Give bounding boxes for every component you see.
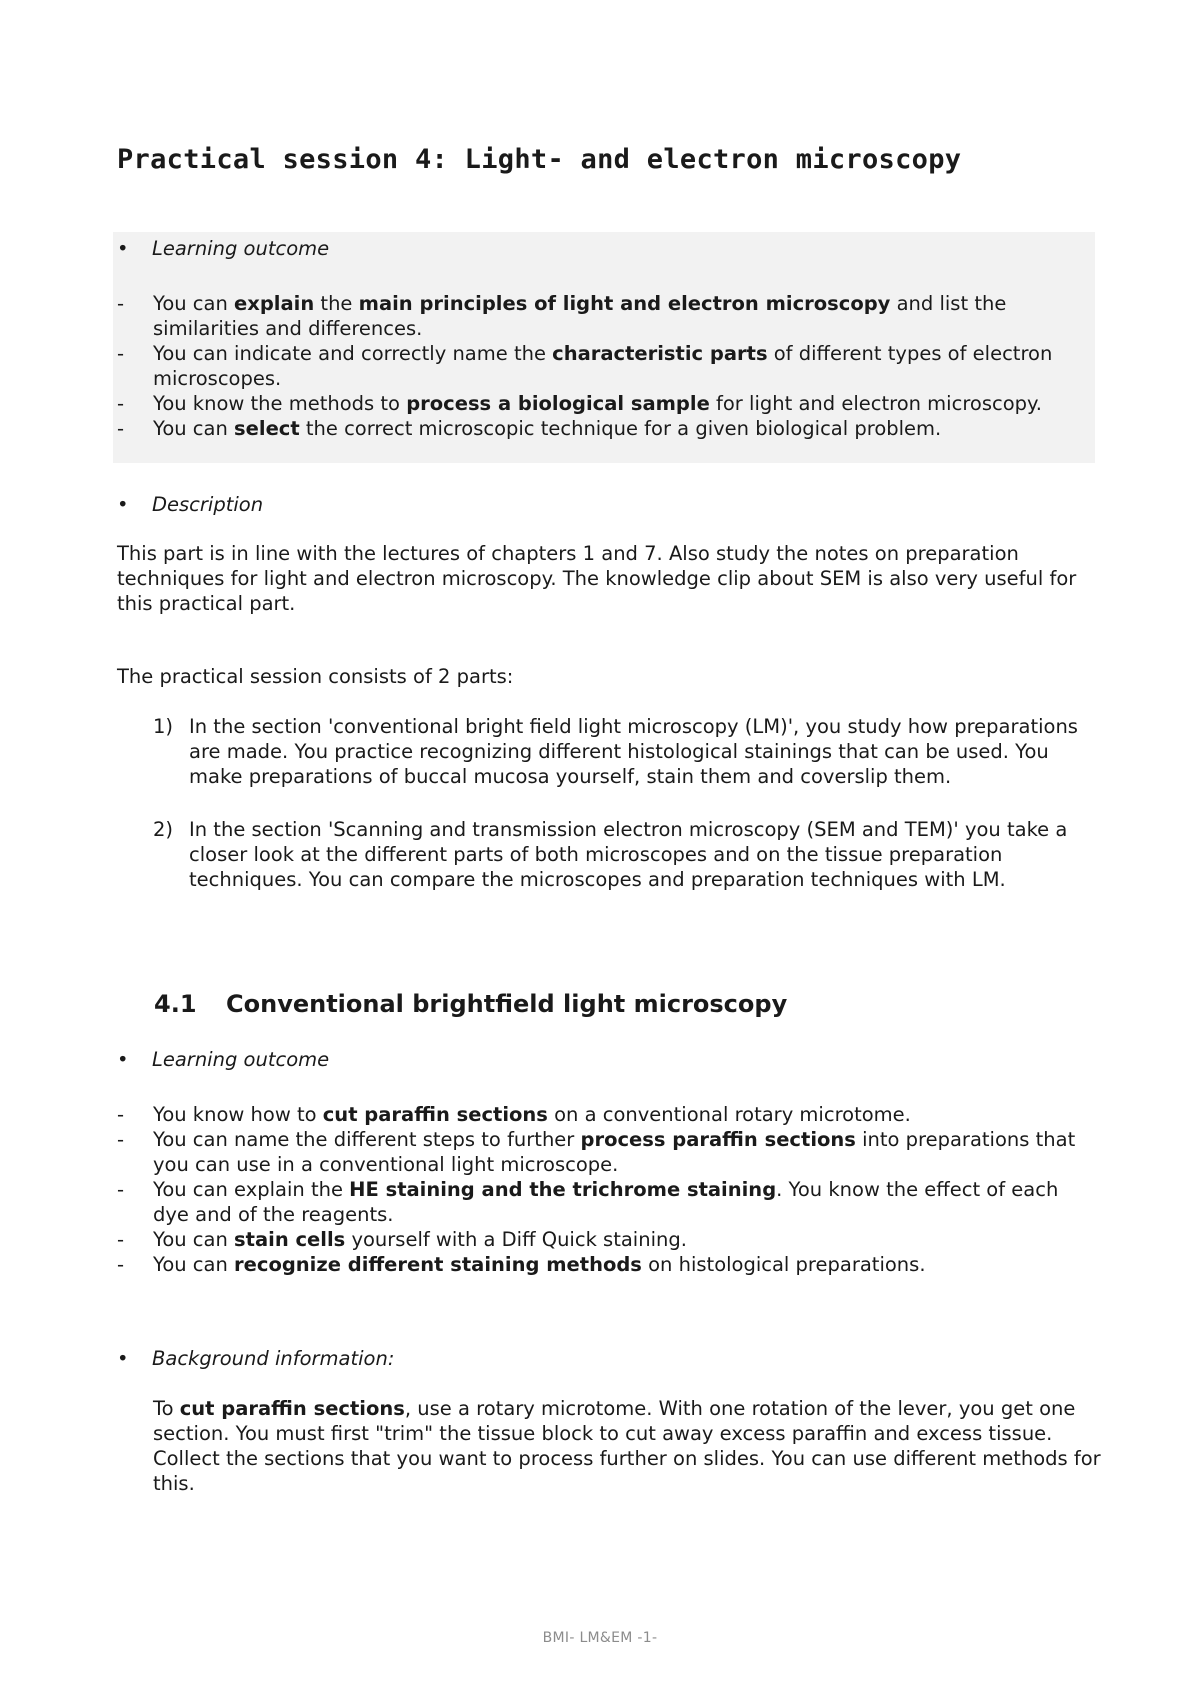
list-item: - You can indicate and correctly name the characteristic parts of different types of electron microscopes.: [117, 342, 1053, 390]
page-title: Practical session 4: Light- and electron microscopy: [117, 144, 962, 175]
learning-outcome-heading: • Learning outcome: [117, 1048, 330, 1071]
list-item: - You can select the correct microscopic technique for a given biological problem.: [117, 417, 942, 440]
list-item: - You can name the different steps to further process paraffin sections into preparations that you can use in a conventional light microscope.: [117, 1128, 1076, 1176]
bullet-icon: •: [117, 1347, 129, 1370]
list-item: 1) In the section 'conventional bright field light microscopy (LM)', you study how preparations are made. You practice recognizing different histological stainings that can be used. You make preparations of buccal mucosa yourself, stain them and coverslip them.: [153, 715, 1078, 788]
description-text: This part is in line with the lectures of chapters 1 and 7. Also study the notes on preparation techniques for light and electron microscopy. The knowledge clip about SEM is also very useful for this practical part.: [117, 542, 1077, 615]
bullet-icon: •: [117, 1048, 129, 1071]
list-item: 2) In the section 'Scanning and transmission electron microscopy (SEM and TEM)' you take a closer look at the different parts of both microscopes and on the tissue preparation techniques. You can compare the microscopes and preparation techniques with LM.: [153, 818, 1068, 891]
list-item: - You know the methods to process a biological sample for light and electron microscopy.: [117, 392, 1042, 415]
list-item: - You can explain the HE staining and the trichrome staining. You know the effect of each dye and of the reagents.: [117, 1178, 1059, 1226]
bullet-icon: •: [117, 493, 129, 516]
description-heading: • Description: [117, 493, 264, 516]
section-outcome-list: [117, 1102, 1097, 1277]
list-item: - You know how to cut paraffin sections on a conventional rotary microtome.: [117, 1103, 911, 1126]
intro-outcome-list: [117, 291, 1097, 441]
list-item: - You can recognize different staining methods on histological preparations.: [117, 1253, 926, 1276]
background-heading: • Background information:: [117, 1347, 395, 1370]
learning-outcome-heading: • Learning outcome: [117, 237, 330, 260]
list-item: - You can explain the main principles of light and electron microscopy and list the similarities and differences.: [117, 292, 1007, 340]
section-heading: 4.1 Conventional brightfield light microscopy: [154, 990, 788, 1018]
parts-list: [153, 714, 1103, 920]
bullet-icon: •: [117, 237, 129, 260]
page-footer: BMI- LM&EM -1-: [542, 1630, 658, 1646]
parts-intro: The practical session consists of 2 parts:: [117, 665, 514, 688]
background-text: To cut paraffin sections, use a rotary microtome. With one rotation of the lever, you get one section. You must first "trim" the tissue block to cut away excess paraffin and excess tissue. Collect the sections that you want to process further on slides. You can use different methods for this.: [153, 1397, 1101, 1495]
list-item: - You can stain cells yourself with a Diff Quick staining.: [117, 1228, 687, 1251]
